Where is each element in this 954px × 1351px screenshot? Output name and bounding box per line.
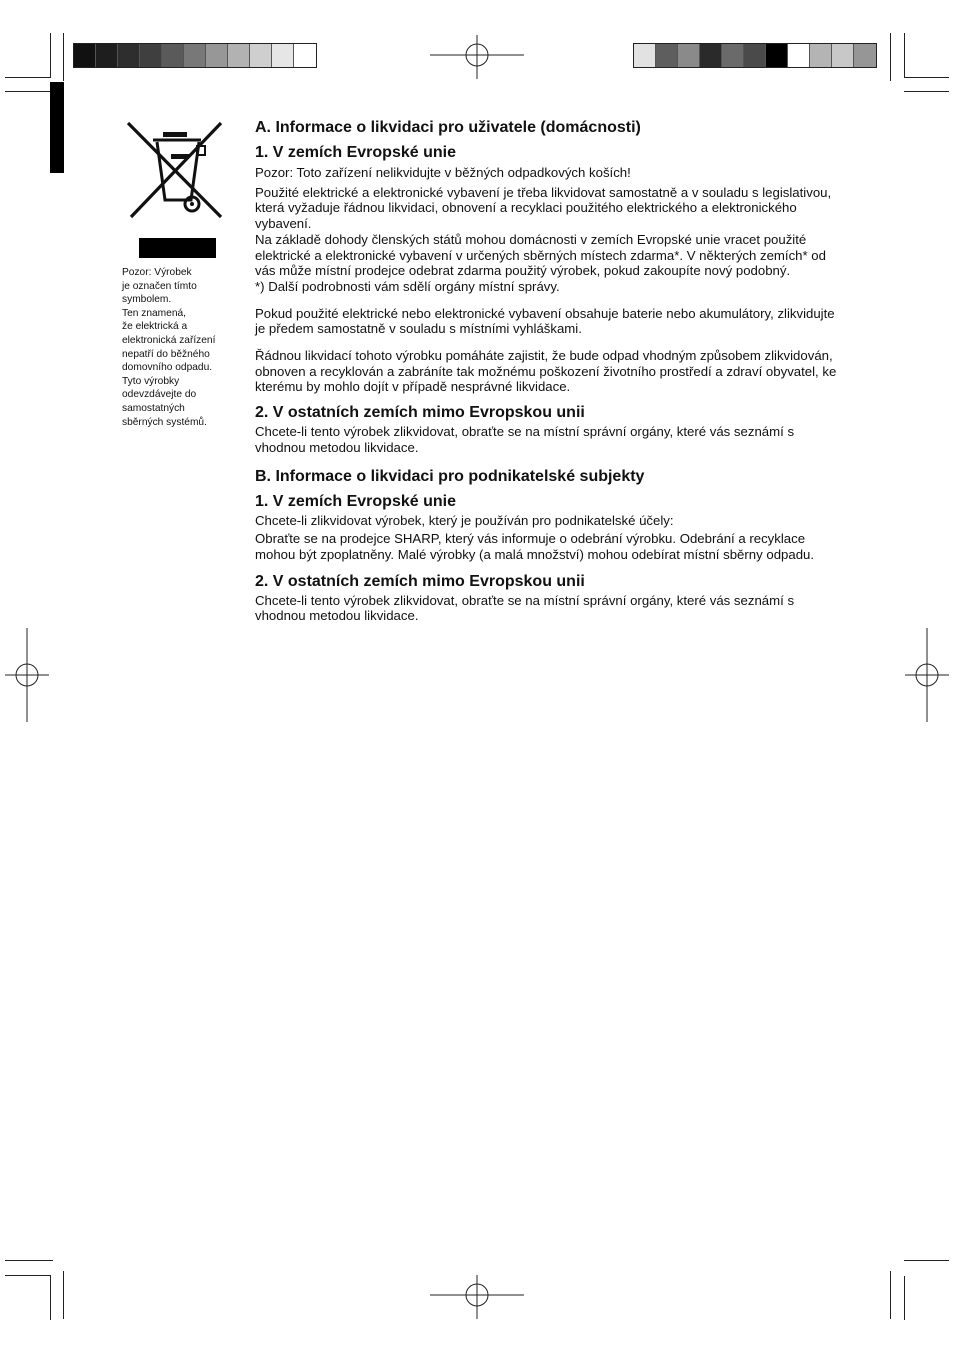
color-swatch — [854, 44, 876, 67]
color-swatch — [700, 44, 722, 67]
crop-mark — [5, 77, 51, 78]
section-b-title: B. Informace o likvidaci pro podnikatelské subjekty — [255, 467, 645, 485]
crop-mark — [904, 77, 949, 78]
section-a-eu-battery-paragraph: Pokud použité elektrické nebo elektronické vybavení obsahuje baterie nebo akumulátory, zlikvidujte je předem samostatně v souladu s místními vyhláškami. — [255, 305, 835, 337]
crop-mark — [5, 91, 53, 92]
section-b-eu-paragraph: Obraťte se na prodejce SHARP, který vás informuje o odebrání výrobku. Odebrání a recyklace mohou být zpoplatněny. Malé výrobky (a malá množství) mohou odebírat místní sběrny odpadu. — [255, 531, 815, 562]
section-b-other-paragraph: Chcete-li tento výrobek zlikvidovat, obraťte se na místní správní orgány, které vás seznámí s vhodnou metodou likvidace. — [255, 592, 795, 624]
section-a-eu-paragraph: Na základě dohody členských států mohou domácnosti v zemích Evropské unie vracet použité elektrické a elektronické vybavení v určených sběrných místech zdarma*. V některých zemích* od vás může místní prodejce odebrat zdarma použitý výrobek, pokud zakoupíte nový podobný. — [255, 231, 826, 279]
color-swatch — [96, 44, 118, 67]
color-swatch — [294, 44, 316, 67]
crop-mark — [5, 1275, 51, 1276]
weee-symbol-note: Pozor: Výrobek je označen tímto symbolem. Ten znamená, že elektrická a elektronická zařízení nepatří do běžného domovního odpadu. Tyto výrobky odevzdávejte do samostatných sběrných systémů. — [122, 267, 216, 428]
crop-mark — [904, 1260, 949, 1261]
section-a-eu-warning: Pozor: Toto zařízení nelikvidujte v běžných odpadkových koších! — [255, 165, 631, 180]
registration-mark-bottom — [430, 1275, 524, 1319]
registration-mark-top — [430, 35, 524, 79]
main-content — [255, 118, 840, 624]
crop-mark — [904, 33, 905, 77]
crop-mark — [63, 33, 64, 81]
color-swatch — [656, 44, 678, 67]
color-swatch — [206, 44, 228, 67]
color-swatch — [272, 44, 294, 67]
section-a-other-paragraph: Chcete-li tento výrobek zlikvidovat, obraťte se na místní správní orgány, které vás seznámí s vhodnou metodou likvidace. — [255, 424, 795, 455]
color-swatch — [74, 44, 96, 67]
color-swatch-bar-right — [633, 43, 877, 68]
weee-crossed-bin-icon — [125, 120, 229, 222]
registration-mark-left — [5, 628, 49, 722]
crop-mark — [5, 1260, 53, 1261]
color-swatch — [184, 44, 206, 67]
crop-mark — [50, 33, 51, 77]
color-swatch — [162, 44, 184, 67]
color-swatch — [250, 44, 272, 67]
color-swatch — [766, 44, 788, 67]
crop-mark — [63, 1271, 64, 1319]
color-swatch — [118, 44, 140, 67]
color-swatch — [140, 44, 162, 67]
section-b-eu-heading: 1. V zemích Evropské unie — [255, 492, 456, 510]
color-swatch — [832, 44, 854, 67]
language-tab-marker — [50, 82, 64, 173]
section-a-eu-benefit-paragraph: Řádnou likvidací tohoto výrobku pomáháte zajistit, že bude odpad vhodným způsobem zlikvidován, obnoven a recyklován a zabráníte tak možnému poškození životního prostředí a zdraví obyvatel, ke kterému by mohlo dojít v případě nesprávné likvidace. — [255, 348, 837, 395]
section-b-eu-intro: Chcete-li zlikvidovat výrobek, který je používán pro podnikatelské účely: — [255, 512, 674, 528]
section-b-other-heading: 2. V ostatních zemích mimo Evropskou unii — [255, 572, 585, 590]
color-swatch — [678, 44, 700, 67]
color-swatch — [228, 44, 250, 67]
crop-mark — [904, 1276, 905, 1320]
color-swatch-bar-left — [73, 43, 317, 68]
color-swatch — [744, 44, 766, 67]
section-a-eu-footnote: *) Další podrobnosti vám sdělí orgány místní správy. — [255, 278, 560, 294]
registration-mark-right — [905, 628, 949, 722]
color-swatch — [788, 44, 810, 67]
color-swatch — [634, 44, 656, 67]
section-a-other-heading: 2. V ostatních zemích mimo Evropskou unii — [255, 404, 585, 422]
crop-mark — [890, 33, 891, 81]
color-swatch — [722, 44, 744, 67]
crop-mark — [50, 1276, 51, 1320]
section-a-eu-paragraph: Použité elektrické a elektronické vybavení je třeba likvidovat samostatně a v souladu s legislativou, která vyžaduje řádnou likvidaci, obnovení a recyklaci použitého elektrického a elektronického vybavení. — [255, 184, 832, 232]
color-swatch — [810, 44, 832, 67]
section-a-eu-heading: 1. V zemích Evropské unie — [255, 144, 456, 161]
crop-mark — [890, 1271, 891, 1319]
crop-mark — [904, 91, 949, 92]
section-a-title: A. Informace o likvidaci pro uživatele (domácnosti) — [255, 119, 641, 136]
weee-black-bar — [139, 238, 216, 258]
